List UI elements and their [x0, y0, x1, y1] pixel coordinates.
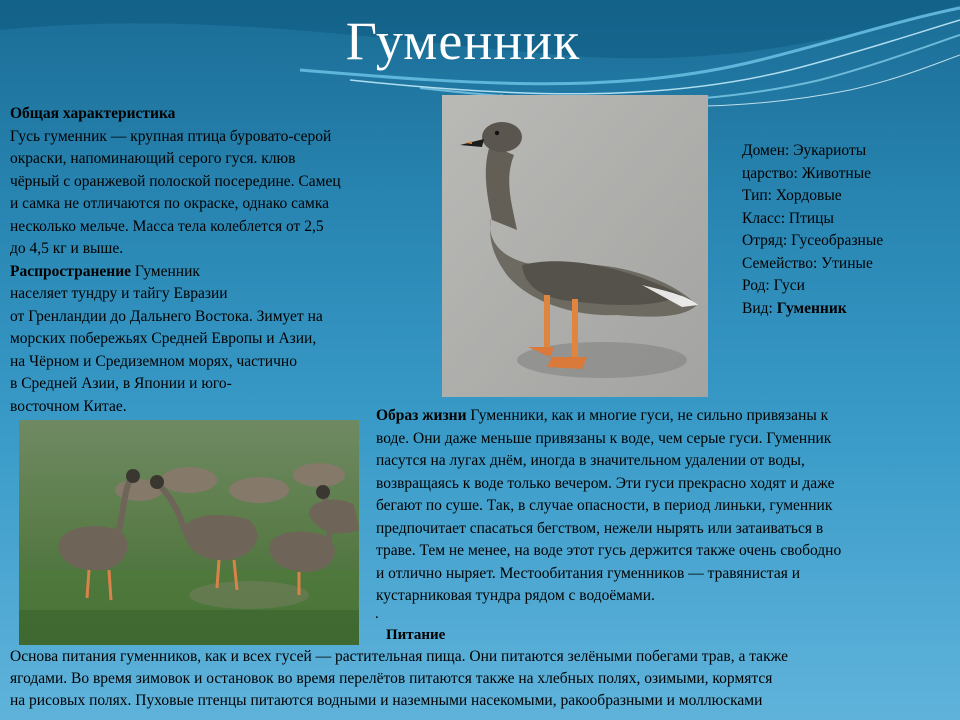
taxonomy-line: Семейство: Утиные	[742, 254, 873, 272]
lifestyle	[376, 405, 948, 608]
spread-heading: Распространение	[10, 262, 132, 280]
general-characteristics	[10, 103, 430, 418]
lifestyle-first: Гуменники, как и многие гуси, не сильно привязаны к	[466, 407, 829, 424]
page-title: Гуменник	[345, 11, 581, 71]
taxonomy-line: царство: Животные	[742, 164, 872, 182]
taxonomy	[742, 140, 952, 320]
spread-line: на Чёрном и Средиземном морях, частично	[10, 352, 297, 370]
spread-line: морских побережьях Средней Европы и Азии,	[10, 330, 317, 347]
spread-line: населяет тундру и тайгу Евразии	[10, 285, 228, 302]
lifestyle-line: кустарниковая тундра рядом с водоёмами.	[376, 587, 655, 604]
general-line: Гусь гуменник — крупная птица буровато-серой	[10, 127, 332, 145]
lifestyle-line: воде. Они даже меньше привязаны к воде, чем серые гуси. Гуменник	[376, 429, 832, 447]
taxonomy-line: Отряд: Гусеобразные	[742, 232, 884, 249]
lifestyle-line: пасутся на лугах днём, иногда в значительном удалении от воды,	[376, 452, 805, 469]
general-line: окраски, напоминающий серого гуся. клюв	[10, 150, 296, 167]
spread-line: от Гренландии до Дальнего Востока. Зимует на	[10, 307, 323, 325]
lifestyle-line: траве. Тем не менее, на воде этот гусь держится также очень свободно	[376, 542, 842, 559]
lifestyle-line: возвращаясь к воде только вечером. Эти гуси прекрасно ходят и даже	[376, 474, 835, 492]
taxonomy-line: Домен: Эукариоты	[742, 142, 867, 159]
general-line: чёрный с оранжевой полоской посередине. Самец	[10, 172, 341, 190]
food-heading: Питание	[386, 627, 446, 643]
food-dot: .	[375, 606, 379, 622]
food-line: ягодами. Во время зимовок и остановок во время перелётов питаются также на хлебных полях, озимыми, кормятся	[10, 670, 773, 687]
species-value: Гуменник	[776, 299, 847, 317]
food-text	[10, 646, 956, 712]
food-line: на рисовых полях. Пуховые птенцы питаются водными и наземными насекомыми, ракообразными и моллюсками	[10, 692, 763, 709]
taxonomy-line: Род: Гуси	[742, 277, 805, 294]
general-line: и самка не отличаются по окраске, однако самка	[10, 195, 330, 212]
goose-photo	[442, 95, 708, 397]
lifestyle-line: предпочитает спасаться бегством, нежели нырять или затаиваться в	[376, 519, 824, 537]
general-line: до 4,5 кг и выше.	[10, 240, 124, 257]
lifestyle-heading: Образ жизни	[376, 407, 467, 424]
taxonomy-line: Класс: Птицы	[742, 209, 834, 227]
spread-first: Гуменник	[131, 262, 200, 280]
lifestyle-line: бегают по суше. Так, в случае опасности, в период линьки, гуменник	[376, 497, 833, 514]
spread-line: восточном Китае.	[10, 397, 127, 415]
flock-photo	[19, 420, 359, 645]
spread-line: в Средней Азии, в Японии и юго-	[10, 375, 232, 392]
taxonomy-line: Тип: Хордовые	[742, 187, 842, 204]
lifestyle-line: и отлично ныряет. Местообитания гуменников — травянистая и	[376, 564, 801, 582]
species-label: Вид:	[742, 299, 777, 317]
food-line: Основа питания гуменников, как и всех гусей — растительная пища. Они питаются зелёными побегами трав, а также	[10, 648, 788, 665]
general-line: несколько мельче. Масса тела колеблется от 2,5	[10, 217, 324, 235]
general-heading: Общая характеристика	[10, 105, 176, 122]
